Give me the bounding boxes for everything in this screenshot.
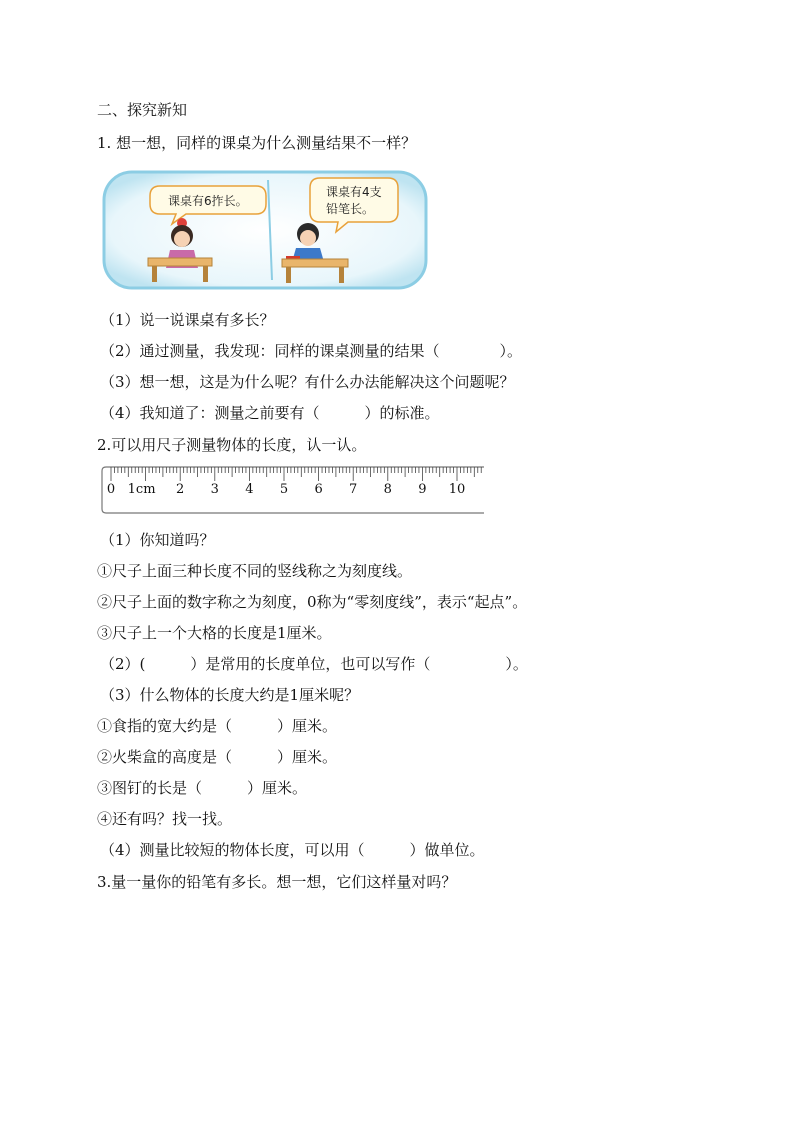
q2-item-5: （2）( ）是常用的长度单位，也可以写作（ ）。	[100, 655, 528, 673]
q2-item-9: ③图钉的长是（ ）厘米。	[97, 779, 308, 797]
illustration-desk-measuring	[100, 168, 430, 292]
ruler-tick-marks	[111, 467, 481, 481]
q2-item-7: ①食指的宽大约是（ ）厘米。	[97, 717, 338, 735]
q2-item-1: （1）你知道吗？	[100, 531, 215, 549]
ruler-label: 9	[418, 482, 427, 497]
q2-item-6: （3）什么物体的长度大约是1厘米呢？	[100, 686, 360, 704]
question-2-title: 2.可以用尺子测量物体的长度，认一认。	[97, 436, 367, 454]
q1-item-2: （2）通过测量，我发现：同样的课桌测量的结果（ ）。	[100, 342, 523, 360]
ruler-label: 5	[279, 482, 289, 497]
question-3-title: 3.量一量你的铅笔有多长。想一想，它们这样量对吗？	[97, 873, 457, 891]
ruler-label: 2	[176, 482, 185, 497]
q2-item-2: ①尺子上面三种长度不同的竖线称之为刻度线。	[97, 562, 413, 580]
ruler-label: 1cm	[127, 482, 156, 497]
ruler-label: 7	[349, 482, 358, 497]
q1-item-3: （3）想一想，这是为什么呢？有什么办法能解决这个问题呢？	[100, 373, 515, 391]
ruler-label: 6	[314, 482, 323, 497]
ruler-label: 0	[106, 482, 116, 497]
q1-item-1: （1）说一说课桌有多长？	[100, 311, 275, 329]
question-1-title: 1. 想一想，同样的课桌为什么测量结果不一样？	[97, 134, 417, 152]
ruler-label: 3	[210, 482, 219, 497]
q2-item-4: ③尺子上一个大格的长度是1厘米。	[97, 624, 332, 642]
ruler-label: 10	[448, 482, 466, 497]
q2-item-10: ④还有吗？找一找。	[97, 810, 233, 828]
q2-item-3: ②尺子上面的数字称之为刻度，0称为“零刻度线”，表示“起点”。	[97, 593, 528, 611]
bubble-right-text-1: 课桌有4支	[326, 185, 382, 199]
ruler	[100, 463, 485, 517]
section-heading: 二、探究新知	[97, 101, 188, 119]
ruler-label: 4	[245, 482, 254, 497]
q2-item-8: ②火柴盒的高度是（ ）厘米。	[97, 748, 338, 766]
ruler-labels	[107, 482, 465, 497]
bubble-left-text: 课桌有6拃长。	[168, 194, 248, 208]
q2-item-11: （4）测量比较短的物体长度，可以用（ ）做单位。	[100, 841, 485, 859]
bubble-right-text-2: 铅笔长。	[326, 202, 375, 216]
ruler-label: 8	[383, 482, 392, 497]
q1-item-4: （4）我知道了：测量之前要有（ ）的标准。	[100, 404, 440, 422]
